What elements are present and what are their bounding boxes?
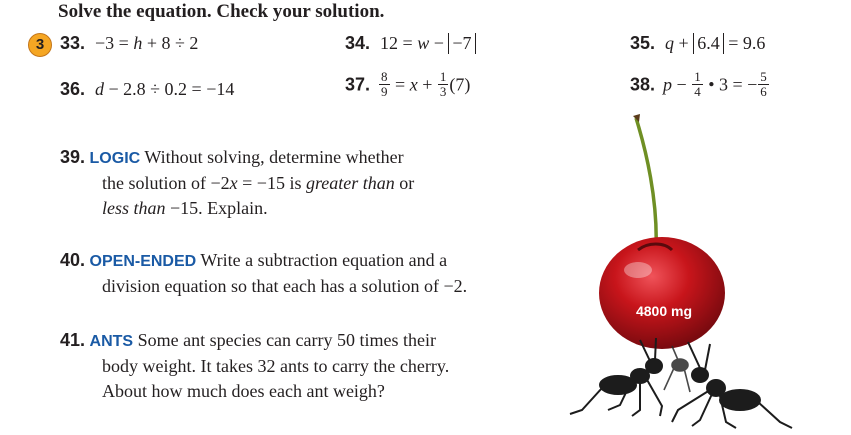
- equation: 12 = w − −7: [380, 33, 475, 53]
- problem-41: 41. ANTS Some ant species can carry 50 times their body weight. It takes 32 ants to carry the cherry. About how much does each ant weigh?: [60, 330, 450, 401]
- equation: d − 2.8 ÷ 0.2 = −14: [95, 79, 235, 99]
- problem-number: 33.: [60, 33, 86, 53]
- cherry-stem: [636, 118, 656, 250]
- equation: −3 = h + 8 ÷ 2: [95, 33, 199, 53]
- problem-number: 34.: [345, 33, 371, 53]
- problem-36: [60, 79, 234, 100]
- problem-number: 35.: [630, 33, 656, 53]
- problem-38: [630, 70, 770, 99]
- problem-39: 39. LOGIC Without solving, determine whether the solution of −2x = −15 is greater than or less than −15. Explain.: [60, 147, 415, 218]
- instruction-heading: Solve the equation. Check your solution.: [58, 1, 385, 22]
- problem-33: [60, 33, 198, 54]
- problem-number: 39.: [60, 147, 86, 167]
- problem-34: [345, 33, 476, 54]
- problem-number: 37.: [345, 74, 371, 95]
- equation: $\frac{8}{9}$ = x + $\frac{1}{3}$ (7): [381, 69, 471, 99]
- keyword-open-ended: OPEN-ENDED: [89, 253, 197, 270]
- ant-icon: [664, 346, 690, 392]
- problem-number: 38.: [630, 74, 656, 95]
- keyword-logic: LOGIC: [89, 150, 141, 167]
- ant-icon: [672, 342, 792, 428]
- cherry-mass-label: 4800 mg: [635, 303, 693, 319]
- keyword-ants: ANTS: [89, 333, 134, 350]
- problem-number: 36.: [60, 79, 86, 99]
- problem-number: 40.: [60, 250, 86, 270]
- problem-number: 41.: [60, 330, 86, 350]
- fraction: $\frac{1}{3}$: [439, 69, 447, 99]
- fraction: $\frac{5}{6}$: [760, 69, 767, 99]
- difficulty-badge: 3: [28, 33, 52, 57]
- cherry-icon: [599, 237, 725, 349]
- cherry-ants-illustration: [560, 110, 851, 435]
- problem-35: [630, 33, 765, 54]
- fraction: $\frac{8}{9}$: [381, 69, 388, 99]
- problem-37: [345, 70, 470, 99]
- fraction: $\frac{1}{4}$: [694, 69, 701, 99]
- ant-icon: [570, 338, 662, 416]
- equation: q + 6.4 = 9.6: [665, 33, 766, 53]
- problem-40: 40. OPEN-ENDED Write a subtraction equation and a division equation so that each has a solution of −2.: [60, 250, 468, 296]
- equation: p − $\frac{1}{4}$ • 3 = − $\frac{5}{6}$: [663, 69, 767, 99]
